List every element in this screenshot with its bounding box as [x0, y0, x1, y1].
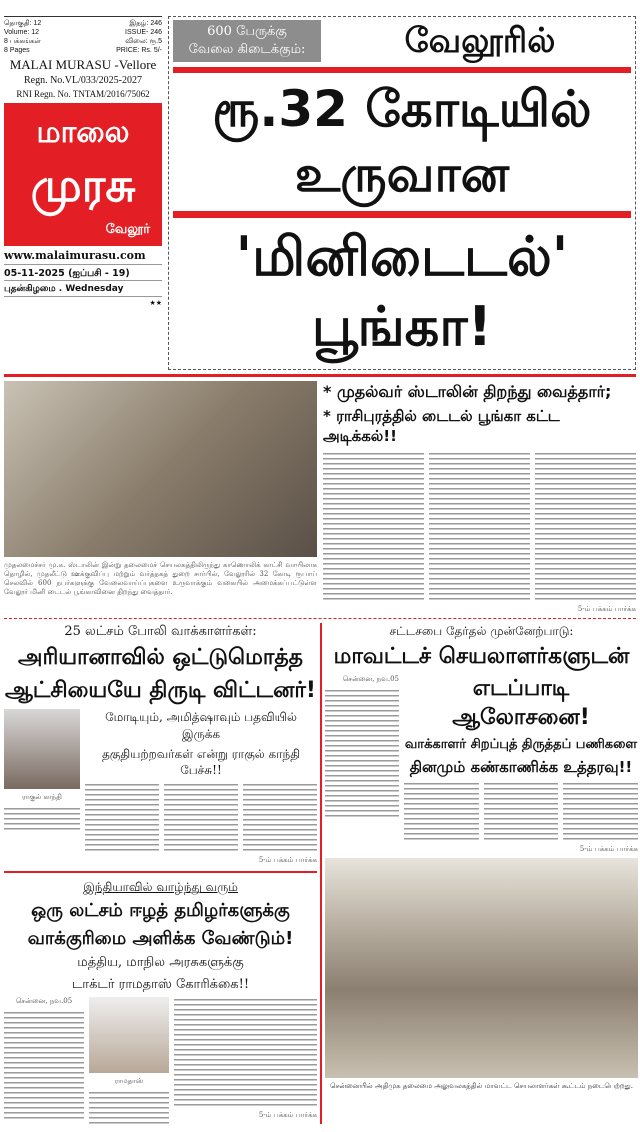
divider	[4, 374, 636, 377]
eelam-body-col	[174, 997, 317, 1107]
eelam-headline-1: ஒரு லட்சம் ஈழத் தமிழர்களுக்கு	[31, 900, 290, 922]
divider	[320, 623, 322, 1125]
eelam-headline-2: வாக்குரிமை அளிக்க வேண்டும்!	[27, 927, 294, 949]
ramadoss-caption: ராமதாஸ்	[114, 1077, 144, 1086]
lead-kicker: வேலூரில்	[404, 21, 556, 61]
lower-section	[4, 623, 636, 1125]
eelam-story	[4, 879, 317, 1124]
ramadoss-photo	[89, 997, 169, 1073]
haryana-body-col	[164, 782, 238, 852]
edappadi-body-col	[563, 781, 638, 841]
edappadi-headline-1: மாவட்டச் செயலாளர்களுடன்	[333, 643, 630, 669]
eelam-continued[interactable]: 5-ம் பக்கம் பார்க்க	[258, 1111, 317, 1120]
lead-headline-1: ரூ.32 கோடியில் உருவான	[212, 80, 592, 204]
haryana-headline-1: அரியானாவில் ஒட்டுமொத்த	[18, 645, 303, 671]
divider	[173, 211, 631, 218]
haryana-body-col	[4, 806, 80, 830]
lead-photo-caption: முதலமைச்சர் மு.க. ஸ்டாலின் இன்று தலைமைச் செயலகத்திலிருந்து காணொலிக் காட்சி வாயிலாக தொழில், முதலீட்டு ஊக்குவிப்பு மற்றும் வர்த்தகத் துறை சார்பில், வேலூரில் 32 கோடி ரூபாய் செலவில் 600 நபர்களுக்கு வேலைவாய்ப்புகளை உருவாக்கும் வகையில் அமைக்கப்பட்டுள்ள வேலூர் மினி டைடல் பூங்காவினை திறந்து வைத்தார்.	[4, 560, 317, 596]
logo-line1: மாலை	[36, 116, 130, 150]
rni: RNI Regn. No. TNTAM/2016/75062	[16, 88, 150, 99]
edappadi-story	[325, 623, 638, 1125]
lead-body-col	[429, 451, 530, 601]
haryana-sub-2: தகுதியற்றவர்கள் என்று ராகுல் காந்தி பேச்சு!!	[101, 746, 301, 777]
haryana-headline-2: ஆட்சியையே திருடி விட்டனர்!	[5, 677, 316, 703]
lead-continued[interactable]: 5-ம் பக்கம் பார்க்க	[577, 604, 636, 613]
edappadi-sub-1: வாக்காளர் சிறப்புத் திருத்தப் பணிகளை	[404, 736, 638, 752]
eelam-sub-2: டாக்டர் ராமதாஸ் கோரிக்கை!!	[71, 976, 250, 992]
price-ta: விலை: ரூ.5	[125, 38, 162, 45]
lead-kicker-box	[173, 20, 321, 62]
price: PRICE: Rs. 5/-	[116, 47, 162, 54]
top-section	[4, 16, 636, 370]
haryana-story	[4, 623, 317, 865]
kicker-line: வேலை கிடைக்கும்:	[188, 42, 306, 58]
edappadi-continued[interactable]: 5-ம் பக்கம் பார்க்க	[579, 845, 638, 854]
lead-headline-2: 'மினிடைடல்' பூங்கா!	[235, 225, 569, 359]
website[interactable]: www.malaimurasu.com	[4, 248, 162, 264]
masthead	[4, 16, 162, 370]
pages-ta: 8 பக்கங்கள்	[4, 38, 41, 45]
edappadi-body-col	[484, 781, 559, 841]
haryana-body-col	[85, 782, 159, 852]
lead-photo	[4, 381, 317, 557]
edition: MALAI MURASU -Vellore	[9, 57, 157, 72]
divider	[4, 871, 317, 873]
issue-ta: இதழ்: 246	[129, 20, 162, 27]
pages: 8 Pages	[4, 47, 30, 54]
haryana-continued[interactable]: 5-ம் பக்கம் பார்க்க	[258, 856, 317, 865]
divider	[4, 618, 636, 619]
divider	[173, 67, 631, 73]
volume-ta: தொகுதி: 12	[4, 20, 42, 27]
lead-body-col	[535, 451, 636, 601]
kicker-line: 600 பேருக்கு	[207, 24, 287, 40]
logo-city: வேலூர்	[105, 221, 150, 237]
haryana-sub-1: மோடியும், அமித்ஷாவும் பதவியில் இருக்க	[105, 710, 297, 741]
haryana-body-col	[243, 782, 317, 852]
stars: ★★	[149, 298, 162, 307]
edappadi-kicker: சட்டசபை தேர்தல் முன்னேற்பாடு:	[389, 623, 574, 638]
issue-meta	[4, 16, 162, 55]
rahul-caption: ராகுல் காந்தி	[22, 793, 62, 802]
lead-headline-box	[168, 16, 636, 370]
issue: ISSUE- 246	[125, 29, 162, 36]
date: 05-11-2025 (ஐப்பசி - 19)	[4, 267, 162, 281]
eelam-dateline: சென்னை, நவ.05	[15, 997, 73, 1006]
regn: Regn. No.VL/033/2025-2027	[23, 74, 143, 86]
edappadi-body-col	[325, 688, 399, 818]
edappadi-meeting-photo	[325, 858, 638, 1078]
logo-line2: முரசு	[30, 159, 136, 212]
edappadi-body-col	[404, 781, 479, 841]
lead-body-col	[323, 451, 424, 601]
lead-sub-2: * ராசிபுரத்தில் டைடல் பூங்கா கட்ட அடிக்கல்!!	[323, 407, 560, 446]
lead-sub-1: * முதல்வர் ஸ்டாலின் திறந்து வைத்தார்;	[323, 381, 612, 401]
edappadi-headline-2: எடப்பாடி ஆலோசனை!	[452, 676, 590, 731]
eelam-body-col	[89, 1090, 169, 1124]
edappadi-dateline: சென்னை, நவ.05	[342, 675, 399, 684]
haryana-kicker: 25 லட்சம் போலி வாக்காளர்கள்:	[64, 623, 257, 639]
eelam-sub-1: மத்திய, மாநில அரசுகளுக்கு	[77, 955, 244, 971]
masthead-logo	[4, 103, 162, 246]
edappadi-sub-2: தினமும் கண்காணிக்க உத்தரவு!!	[409, 757, 633, 776]
edappadi-photo-caption: சென்னையில் அதிமுக தலைமை அலுவலகத்தில் மாவட்ட செயலாளர்கள் கூட்டம் நடைபெற்றது.	[330, 1082, 633, 1091]
rahul-photo	[4, 709, 80, 789]
eelam-body-col	[4, 1010, 84, 1120]
day: புதன்கிழமை . Wednesday	[4, 283, 162, 297]
volume: Volume: 12	[4, 29, 40, 36]
lead-story	[4, 381, 636, 614]
eelam-kicker: இந்தியாவில் வாழ்ந்து வரும்	[83, 880, 238, 895]
